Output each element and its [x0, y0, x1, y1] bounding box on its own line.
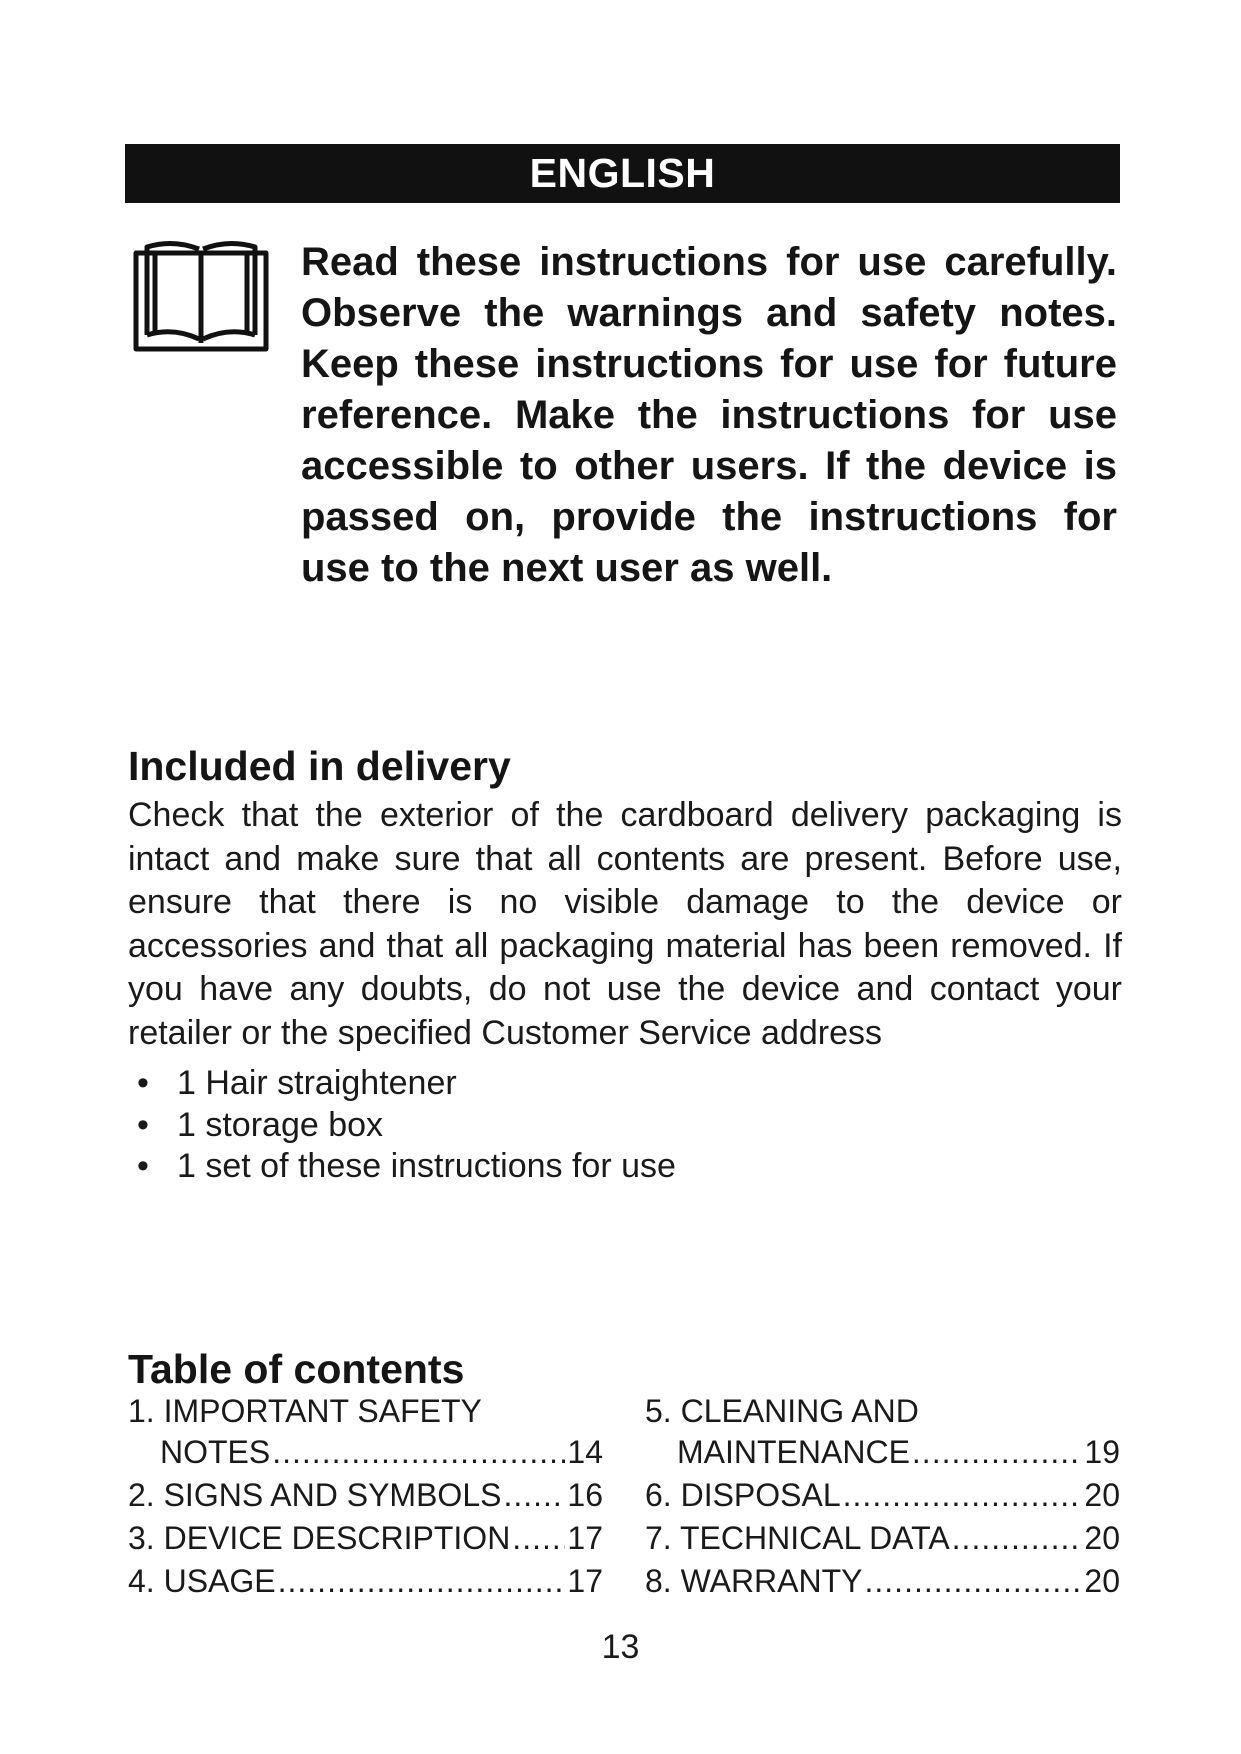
delivery-text: Check that the exterior of the cardboard delivery packaging is intact and make sure that all contents are present. Before use, ensure that there is no visible damage to the device or accessories and that all packaging material has been removed. If you have any doubts, do not use the device and contact your retailer or the specified Customer Service address: [128, 796, 1122, 1052]
toc-entry[interactable]: 5. CLEANING AND MAINTENANCE ..... 19: [645, 1391, 1120, 1474]
language-header: [125, 144, 1120, 203]
toc-column-left: [128, 1391, 603, 1603]
bullet-icon: •: [137, 1064, 149, 1102]
toc-entry[interactable]: 8. WARRANTY ..... 20: [645, 1560, 1120, 1603]
list-item: • 1 set of these instructions for use: [137, 1146, 676, 1188]
toc-heading: Table of contents: [128, 1346, 465, 1392]
toc-entry[interactable]: 1. IMPORTANT SAFETY NOTES ..... 14: [128, 1391, 603, 1474]
list-item: • 1 Hair straightener: [137, 1063, 676, 1105]
toc-entry[interactable]: 3. DEVICE DESCRIPTION ..... 17: [128, 1517, 603, 1560]
toc-entry[interactable]: 2. SIGNS AND SYMBOLS ..... 16: [128, 1474, 603, 1517]
list-item: • 1 storage box: [137, 1105, 676, 1147]
intro-text: Read these instructions for use carefully. Observe the warnings and safety notes. Keep these instructions for use for future reference. Make the instructions for use accessible to other users. If the device is passed on, provide the instructions for use to the next user as well.: [301, 240, 1117, 590]
bullet-icon: •: [137, 1105, 149, 1144]
toc-entry[interactable]: 7. TECHNICAL DATA ..... 20: [645, 1517, 1120, 1560]
page-number: 13: [601, 1628, 640, 1666]
delivery-list: [137, 1063, 676, 1188]
toc-entry[interactable]: 4. USAGE ..... 17: [128, 1560, 603, 1603]
language-label: ENGLISH: [529, 150, 716, 196]
toc-entry[interactable]: 6. DISPOSAL ..... 20: [645, 1474, 1120, 1517]
toc-column-right: [645, 1391, 1120, 1603]
bullet-icon: •: [137, 1147, 149, 1185]
book-icon: [133, 239, 269, 353]
delivery-heading: Included in delivery: [128, 743, 511, 789]
